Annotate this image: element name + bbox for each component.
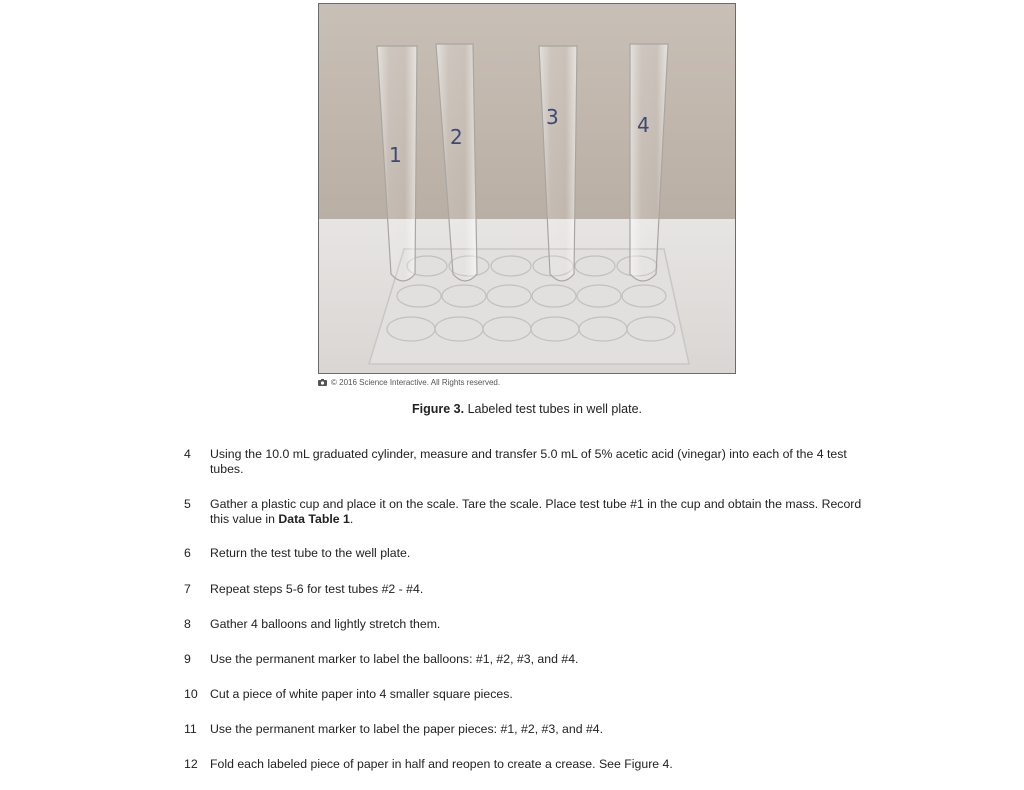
step-text	[210, 497, 864, 527]
step-text-part: .	[349, 512, 354, 526]
step-number: 4	[184, 447, 191, 461]
caption-label: Figure 3.	[412, 402, 465, 416]
step-item	[184, 757, 864, 772]
step-item	[184, 687, 864, 702]
step-text: Use the permanent marker to label the paper pieces: #1, #2, #3, and #4.	[210, 722, 604, 736]
tube-label-2: 2	[450, 125, 463, 149]
figure-caption	[0, 402, 1024, 416]
step-text-part: Gather a plastic cup and place it on the scale. Tare the scale. Place test tube #1 in the cup and obtain the mass. Record this value in	[210, 497, 862, 526]
camera-icon	[318, 379, 327, 386]
step-item	[184, 546, 864, 561]
step-text: Gather 4 balloons and lightly stretch them.	[210, 617, 441, 631]
step-item	[184, 617, 864, 632]
photo-credit	[318, 378, 500, 387]
step-number: 8	[184, 617, 191, 631]
step-text: Using the 10.0 mL graduated cylinder, measure and transfer 5.0 mL of 5% acetic acid (vinegar) into each of the 4 test tubes.	[210, 447, 847, 476]
credit-text: © 2016 Science Interactive. All Rights reserved.	[331, 378, 501, 387]
step-item	[184, 652, 864, 667]
step-number: 12	[184, 757, 198, 771]
tube-label-1: 1	[389, 143, 402, 167]
data-table-ref: Data Table 1	[278, 512, 350, 526]
caption-text: Labeled test tubes in well plate.	[467, 402, 642, 416]
step-item	[184, 722, 864, 737]
step-text: Return the test tube to the well plate.	[210, 546, 411, 560]
step-number: 11	[184, 722, 197, 736]
step-number: 9	[184, 652, 191, 666]
step-text: Repeat steps 5-6 for test tubes #2 - #4.	[210, 582, 424, 596]
step-number: 10	[184, 687, 198, 701]
figure-photo	[318, 3, 736, 374]
step-text: Fold each labeled piece of paper in half and reopen to create a crease. See Figure 4.	[210, 757, 673, 771]
step-text: Cut a piece of white paper into 4 smaller square pieces.	[210, 687, 513, 701]
test-tubes-photo	[319, 4, 735, 373]
step-number: 5	[184, 497, 191, 511]
step-item	[184, 582, 864, 597]
step-item	[184, 497, 864, 527]
tube-label-4: 4	[637, 113, 650, 137]
step-item	[184, 447, 864, 477]
step-number: 7	[184, 582, 191, 596]
step-number: 6	[184, 546, 191, 560]
step-text: Use the permanent marker to label the balloons: #1, #2, #3, and #4.	[210, 652, 579, 666]
tube-label-3: 3	[546, 105, 559, 129]
